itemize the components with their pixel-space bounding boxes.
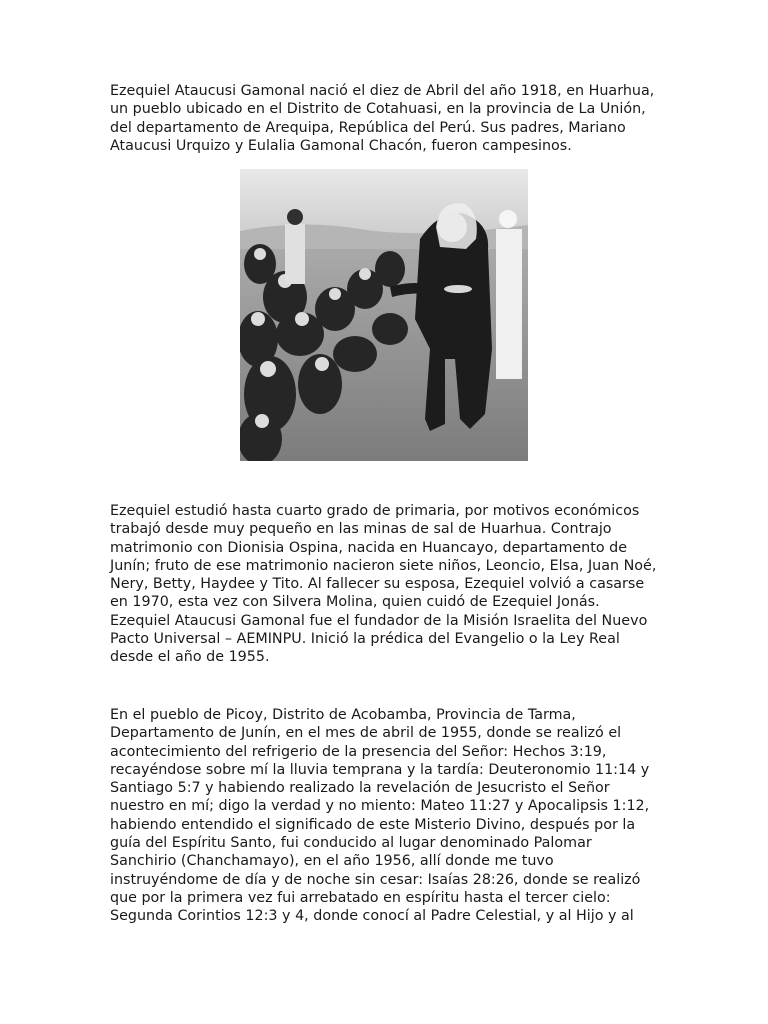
paragraph-biography-revelation: En el pueblo de Picoy, Distrito de Acobamba, Provincia de Tarma, Departamento de Junín, en el mes de abril de 1955, donde se realizó el acontecimiento del refrigerio de la presencia del Señor: Hechos 3:19, recayéndose sobre mí la lluvia temprana y la tardía: Deuteronomio 11:14 y Santiago 5:7 y habiendo realizado la revelación de Jesucristo el Señor nuestro en mí; digo la verdad y no miento: Mateo 11:27 y Apocalipsis 1:12, habiendo entendido el significado de este Misterio Divino, después por la guía del Espíritu Santo, fui conducido al lugar denominado Palomar Sanchirio (Chanchamayo), en el año 1956, allí donde me tuvo instruyéndome de día y de noche sin cesar: Isaías 28:26, donde se realizó que por la primera vez fui arrebatado en espíritu hasta el tercer cielo: Segunda Corintios 12:3 y 4, donde conocí al Padre Celestial, y al Hijo y al [110, 707, 650, 925]
photograph-preacher-with-children [240, 169, 528, 461]
paragraph-biography-life: Ezequiel estudió hasta cuarto grado de primaria, por motivos económicos trabajó desde muy pequeño en las minas de sal de Huarhua. Contrajo matrimonio con Dionisia Ospina, nacida en Huancayo, departamento de Junín; fruto de ese matrimonio nacieron siete niños, Leoncio, Elsa, Juan Noé, Nery, Betty, Haydee y Tito. Al fallecer su esposa, Ezequiel volvió a casarse en 1970, esta vez con Silvera Molina, quien cuidó de Ezequiel Jonás. Ezequiel Ataucusi Gamonal fue el fundador de la Misión Israelita del Nuevo Pacto Universal – AEMINPU. Inició la prédica del Evangelio o la Ley Real desde el año de 1955. [110, 503, 657, 666]
paragraph-biography-intro: Ezequiel Ataucusi Gamonal nació el diez de Abril del año 1918, en Huarhua, un pueblo ubicado en el Distrito de Cotahuasi, en la provincia de La Unión, del departamento de Arequipa, República del Perú. Sus padres, Mariano Ataucusi Urquizo y Eulalia Gamonal Chacón, fueron campesinos. [110, 83, 655, 154]
